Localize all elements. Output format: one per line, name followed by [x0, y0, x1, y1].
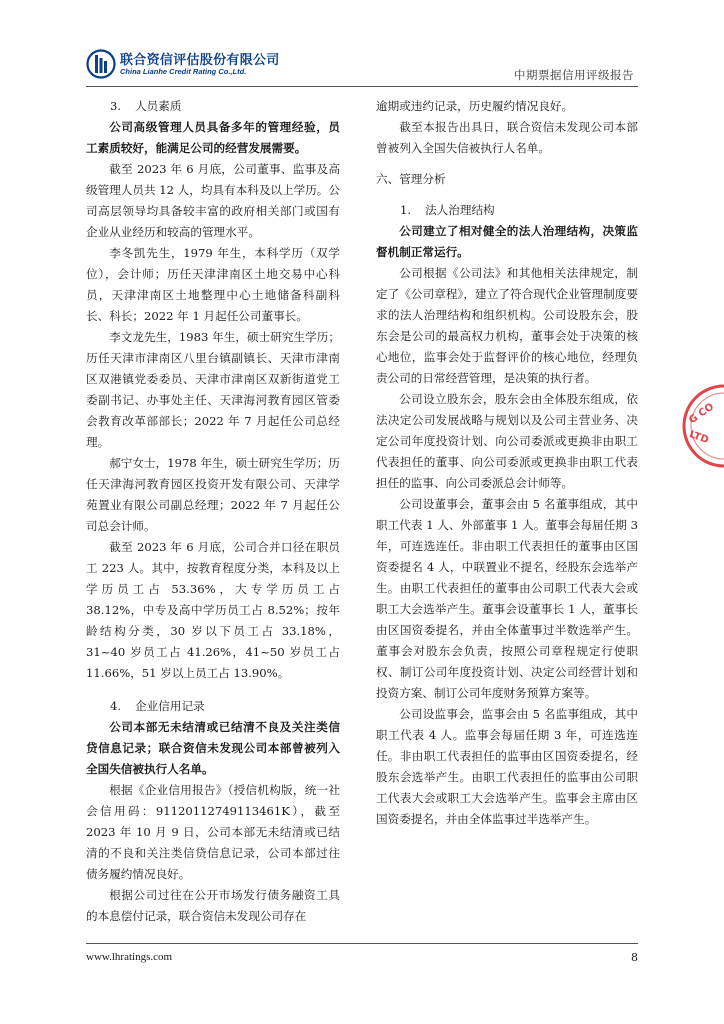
section-summary: 公司本部无未结清或已结清不良及关注类信贷信息记录；联合资信未发现公司本部曾被列入全国失信被执行人名单。: [86, 720, 340, 776]
section-number: 4.: [110, 699, 122, 713]
section-title: 人员素质: [135, 99, 182, 113]
svg-text:LTD: LTD: [687, 429, 710, 447]
lianhe-logo-icon: [86, 49, 116, 79]
paragraph: 根据《企业信用报告》（授信机构版，统一社会信用码：91120112749113461K），截至 2023 年 10 月 9 日，公司本部无未结清或已结清的不良和关注类信贷信息记录，公司本部过往债务履约情况良好。: [86, 783, 340, 881]
section-heading-governance: [376, 200, 638, 221]
right-column: [376, 96, 638, 830]
section-summary: 公司建立了相对健全的法人治理结构，决策监督机制正常运行。: [376, 224, 638, 259]
paragraph-continued: 逾期或违约记录，历史履约情况良好。: [376, 99, 574, 113]
page-number: 8: [631, 951, 638, 964]
paragraph: 李文龙先生，1983 年生，硕士研究生学历；历任天津市津南区八里台镇副镇长、天津市津南区双港镇党委委员、天津市津南区双新街道党工委副书记、办事处主任、天津海河教育园区管委会教育改革部部长；2022 年 7 月起任公司总经理。: [86, 330, 340, 449]
paragraph: 公司设立股东会，股东会由全体股东组成，依法决定公司发展战略与规划以及公司主营业务、决定公司年度投资计划、向公司委派或更换非由职工代表担任的董事、向公司委派或更换非由职工代表担任的监事、向公司委派总会计师等。: [376, 392, 638, 490]
paragraph: 公司设监事会，监事会由 5 名监事组成，其中职工代表 4 人。监事会每届任期 3 年，可连选连任。非由职工代表担任的监事由区国资委提名，经股东会选举产生。由职工代表担任的监事由公司职工代表大会或职工大会选举产生。监事会主席由区国资委提名，并由全体监事过半选举产生。: [376, 707, 638, 826]
left-column: [86, 96, 340, 927]
paragraph: 李冬凯先生，1979 年生，本科学历（双学位），会计师；历任天津津南区土地交易中心科员，天津津南区土地整理中心土地储备科副科长、科长；2022 年 1 月起任公司董事长。: [86, 246, 340, 323]
paragraph: 郝宁女士，1978 年生，硕士研究生学历；历任天津海河教育园区投资开发有限公司、天津学苑置业有限公司副总经理；2022 年 7 月起任公司总会计师。: [86, 456, 340, 533]
footer-divider: [86, 943, 638, 944]
paragraph: 截至 2023 年 6 月底，公司董事、监事及高级管理人员共 12 人，均具有本科及以上学历。公司高层领导均具备较丰富的政府相关部门或国有企业从业经历和较高的管理水平。: [86, 162, 340, 239]
section-heading-personnel: [86, 96, 340, 117]
page-header: [86, 40, 638, 84]
paragraph: 截至 2023 年 6 月底，公司合并口径在职员工 223 人。其中，按教育程度分类，本科及以上学历员工占 53.36%，大专学历员工占 38.12%，中专及高中学历员工占 8.52%；按年龄结构分类，30 岁以下员工占 33.18%，31~40 岁员工占 41.26%，41~50 岁员工占 11.66%，51 岁以上员工占 13.90%。: [86, 540, 340, 680]
header-divider: [86, 86, 638, 87]
seal-stamp-icon: [680, 382, 724, 470]
footer-url: www.lhratings.com: [86, 951, 173, 963]
svg-text:G CO: G CO: [687, 401, 717, 427]
company-name-cn: 联合资信评估股份有限公司: [120, 53, 280, 68]
report-title: 中期票据信用评级报告: [514, 68, 634, 82]
chapter-heading-management: 六、管理分析: [376, 172, 446, 186]
company-name-en: China Lianhe Credit Rating Co.,Ltd.: [120, 67, 247, 76]
paragraph: 根据公司过往在公开市场发行债务融资工具的本息偿付记录，联合资信未发现公司存在: [86, 888, 340, 923]
paragraph: 截至本报告出具日，联合资信未发现公司本部曾被列入全国失信被执行人名单。: [376, 120, 638, 155]
paragraph: 公司根据《公司法》和其他相关法律规定，制定了《公司章程》，建立了符合现代企业管理制度要求的法人治理结构和组织机构。公司设股东会，股东会是公司的最高权力机构，董事会处于决策的核心地位，监事会处于监督评价的核心地位，经理负责公司的日常经营管理，是决策的执行者。: [376, 266, 638, 385]
section-title: 法人治理结构: [425, 203, 495, 217]
section-number: 1.: [400, 203, 412, 217]
section-title: 企业信用记录: [135, 699, 205, 713]
section-summary: 公司高级管理人员具备多年的管理经验，员工素质较好，能满足公司的经营发展需要。: [86, 120, 340, 155]
section-number: 3.: [110, 99, 122, 113]
paragraph: 公司设董事会，董事会由 5 名董事组成，其中职工代表 1 人、外部董事 1 人。董事会每届任期 3 年，可连选连任。非由职工代表担任的董事由区国资委提名 4 人，中联置业不提名，经股东会选举产生。由职工代表担任的董事由公司职工代表大会或职工大会选举产生。董事会设董事长 1 人，董事长由区国资委提名，并由全体董事过半数选举产生。董事会对股东会负责，按照公司章程规定行使职权、制订公司年度投资计划、决定公司经营计划和投资方案、制订公司年度财务预算方案等。: [376, 497, 638, 700]
section-heading-credit-record: [86, 696, 340, 717]
